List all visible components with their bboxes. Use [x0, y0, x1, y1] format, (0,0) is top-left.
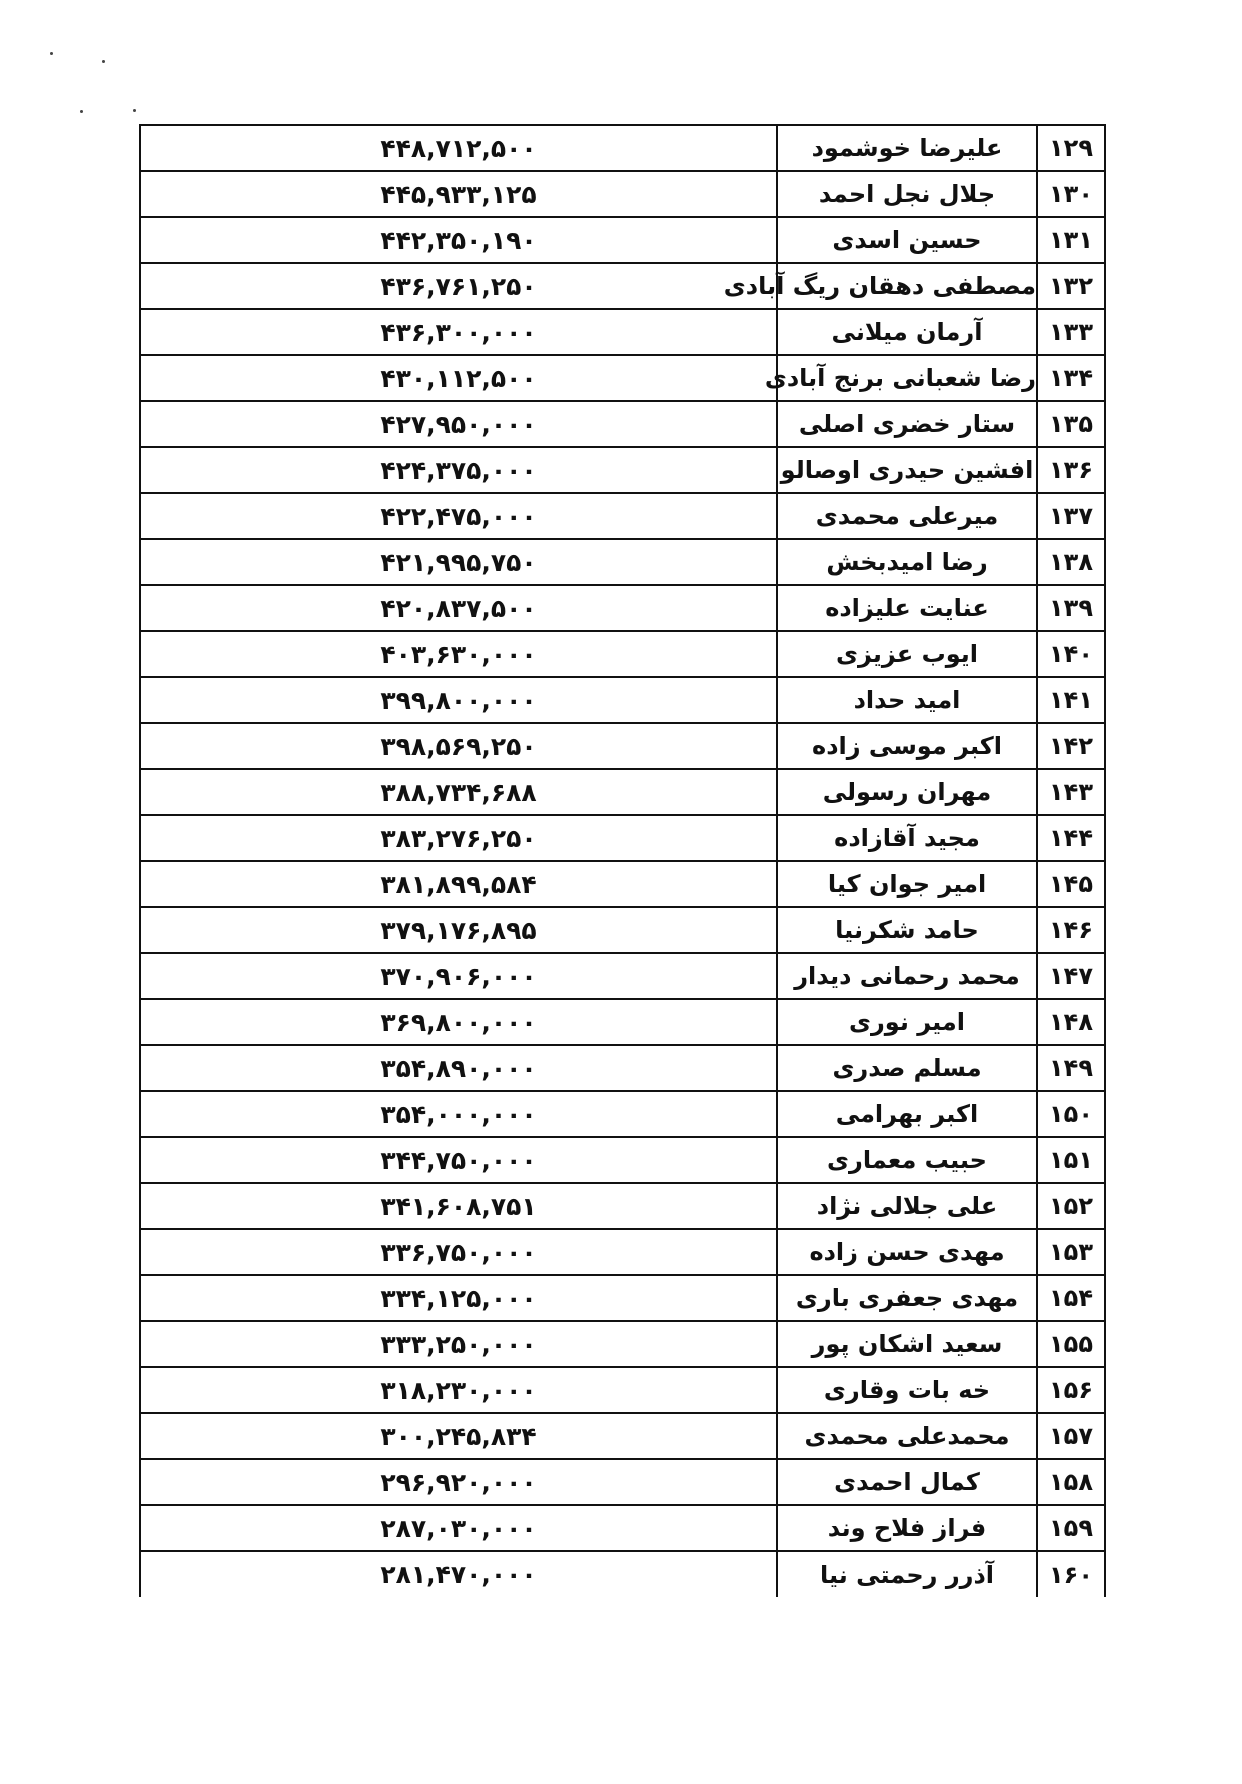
scan-speck: [80, 110, 83, 113]
row-number-cell: ۱۴۳: [1037, 769, 1105, 815]
row-number-cell: ۱۵۲: [1037, 1183, 1105, 1229]
amount-cell: ۳۷۹,۱۷۶,۸۹۵: [140, 907, 777, 953]
amount-cell: ۴۲۲,۴۷۵,۰۰۰: [140, 493, 777, 539]
table-row: [140, 1137, 1105, 1183]
amount-cell: ۳۷۰,۹۰۶,۰۰۰: [140, 953, 777, 999]
table-row: [140, 1183, 1105, 1229]
table-row: [140, 1551, 1105, 1597]
table-row: [140, 1413, 1105, 1459]
name-cell: ستار خضری اصلی: [777, 401, 1037, 447]
table-row: [140, 861, 1105, 907]
table-row: [140, 769, 1105, 815]
amount-cell: ۳۵۴,۸۹۰,۰۰۰: [140, 1045, 777, 1091]
name-cell: امیر جوان کیا: [777, 861, 1037, 907]
amount-cell: ۳۴۴,۷۵۰,۰۰۰: [140, 1137, 777, 1183]
table-row: [140, 539, 1105, 585]
table-row: [140, 1505, 1105, 1551]
row-number-cell: ۱۳۴: [1037, 355, 1105, 401]
amount-cell: ۳۸۳,۲۷۶,۲۵۰: [140, 815, 777, 861]
row-number-cell: ۱۴۲: [1037, 723, 1105, 769]
name-cell: ایوب عزیزی: [777, 631, 1037, 677]
name-cell: آذرر رحمتی نیا: [777, 1551, 1037, 1597]
row-number-cell: ۱۵۴: [1037, 1275, 1105, 1321]
amount-cell: ۴۳۶,۳۰۰,۰۰۰: [140, 309, 777, 355]
table-body: [140, 125, 1105, 1597]
table-row: [140, 907, 1105, 953]
amount-cell: ۳۳۳,۲۵۰,۰۰۰: [140, 1321, 777, 1367]
table-row: [140, 723, 1105, 769]
amount-cell: ۳۹۸,۵۶۹,۲۵۰: [140, 723, 777, 769]
amount-cell: ۴۴۸,۷۱۲,۵۰۰: [140, 125, 777, 171]
row-number-cell: ۱۴۹: [1037, 1045, 1105, 1091]
row-number-cell: ۱۵۸: [1037, 1459, 1105, 1505]
row-number-cell: ۱۵۳: [1037, 1229, 1105, 1275]
name-cell: محمدعلی محمدی: [777, 1413, 1037, 1459]
name-cell: رضا شعبانی برنج آبادی: [777, 355, 1037, 401]
scan-speck: [133, 109, 136, 112]
row-number-cell: ۱۴۷: [1037, 953, 1105, 999]
amount-cell: ۴۰۳,۶۳۰,۰۰۰: [140, 631, 777, 677]
table-row: [140, 171, 1105, 217]
row-number-cell: ۱۴۴: [1037, 815, 1105, 861]
row-number-cell: ۱۳۷: [1037, 493, 1105, 539]
row-number-cell: ۱۳۹: [1037, 585, 1105, 631]
table-row: [140, 1321, 1105, 1367]
amount-cell: ۳۰۰,۲۴۵,۸۳۴: [140, 1413, 777, 1459]
row-number-cell: ۱۳۲: [1037, 263, 1105, 309]
scan-speck: [50, 52, 53, 55]
table-row: [140, 631, 1105, 677]
amount-cell: ۳۸۸,۷۳۴,۶۸۸: [140, 769, 777, 815]
name-cell: کمال احمدی: [777, 1459, 1037, 1505]
name-cell: آرمان میلانی: [777, 309, 1037, 355]
row-number-cell: ۱۵۰: [1037, 1091, 1105, 1137]
name-cell: مجید آقازاده: [777, 815, 1037, 861]
name-cell: مهدی حسن زاده: [777, 1229, 1037, 1275]
amount-cell: ۴۲۱,۹۹۵,۷۵۰: [140, 539, 777, 585]
row-number-cell: ۱۵۶: [1037, 1367, 1105, 1413]
row-number-cell: ۱۵۹: [1037, 1505, 1105, 1551]
name-cell: مهدی جعفری باری: [777, 1275, 1037, 1321]
amount-cell: ۴۳۶,۷۶۱,۲۵۰: [140, 263, 777, 309]
amount-cell: ۴۲۷,۹۵۰,۰۰۰: [140, 401, 777, 447]
table-row: [140, 125, 1105, 171]
name-cell: علیرضا خوشمود: [777, 125, 1037, 171]
table-row: [140, 677, 1105, 723]
table-row: [140, 309, 1105, 355]
name-cell: میرعلی محمدی: [777, 493, 1037, 539]
amount-cell: ۴۴۲,۳۵۰,۱۹۰: [140, 217, 777, 263]
name-cell: عنایت علیزاده: [777, 585, 1037, 631]
row-number-cell: ۱۳۵: [1037, 401, 1105, 447]
amount-cell: ۳۸۱,۸۹۹,۵۸۴: [140, 861, 777, 907]
ranking-table: [139, 124, 1104, 1597]
table-row: [140, 953, 1105, 999]
row-number-cell: ۱۳۱: [1037, 217, 1105, 263]
row-number-cell: ۱۳۶: [1037, 447, 1105, 493]
name-cell: مصطفی دهقان ریگ آبادی: [777, 263, 1037, 309]
name-cell: جلال نجل احمد: [777, 171, 1037, 217]
name-cell: علی جلالی نژاد: [777, 1183, 1037, 1229]
row-number-cell: ۱۴۱: [1037, 677, 1105, 723]
row-number-cell: ۱۳۰: [1037, 171, 1105, 217]
amount-cell: ۴۳۰,۱۱۲,۵۰۰: [140, 355, 777, 401]
amount-cell: ۳۵۴,۰۰۰,۰۰۰: [140, 1091, 777, 1137]
name-cell: مسلم صدری: [777, 1045, 1037, 1091]
amount-cell: ۳۶۹,۸۰۰,۰۰۰: [140, 999, 777, 1045]
table-row: [140, 585, 1105, 631]
row-number-cell: ۱۴۶: [1037, 907, 1105, 953]
amount-cell: ۳۳۶,۷۵۰,۰۰۰: [140, 1229, 777, 1275]
name-cell: حبیب معماری: [777, 1137, 1037, 1183]
row-number-cell: ۱۳۳: [1037, 309, 1105, 355]
table-row: [140, 999, 1105, 1045]
amount-cell: ۴۴۵,۹۳۳,۱۲۵: [140, 171, 777, 217]
row-number-cell: ۱۶۰: [1037, 1551, 1105, 1597]
name-cell: سعید اشکان پور: [777, 1321, 1037, 1367]
amount-cell: ۳۳۴,۱۲۵,۰۰۰: [140, 1275, 777, 1321]
amount-cell: ۲۸۷,۰۳۰,۰۰۰: [140, 1505, 777, 1551]
row-number-cell: ۱۴۵: [1037, 861, 1105, 907]
table-row: [140, 1275, 1105, 1321]
name-cell: رضا امیدبخش: [777, 539, 1037, 585]
table-row: [140, 447, 1105, 493]
name-cell: افشین حیدری اوصالو: [777, 447, 1037, 493]
row-number-cell: ۱۴۸: [1037, 999, 1105, 1045]
table-row: [140, 401, 1105, 447]
amount-cell: ۳۴۱,۶۰۸,۷۵۱: [140, 1183, 777, 1229]
amount-cell: ۳۱۸,۲۳۰,۰۰۰: [140, 1367, 777, 1413]
name-cell: حامد شکرنیا: [777, 907, 1037, 953]
row-number-cell: ۱۵۱: [1037, 1137, 1105, 1183]
table-row: [140, 1229, 1105, 1275]
name-cell: امید حداد: [777, 677, 1037, 723]
amount-cell: ۴۲۰,۸۳۷,۵۰۰: [140, 585, 777, 631]
name-cell: اکبر موسی زاده: [777, 723, 1037, 769]
table-row: [140, 263, 1105, 309]
ranking-table-grid: [139, 124, 1106, 1597]
row-number-cell: ۱۴۰: [1037, 631, 1105, 677]
name-cell: امیر نوری: [777, 999, 1037, 1045]
name-cell: فراز فلاح وند: [777, 1505, 1037, 1551]
row-number-cell: ۱۵۵: [1037, 1321, 1105, 1367]
name-cell: حسین اسدی: [777, 217, 1037, 263]
row-number-cell: ۱۵۷: [1037, 1413, 1105, 1459]
amount-cell: ۳۹۹,۸۰۰,۰۰۰: [140, 677, 777, 723]
name-cell: اکبر بهرامی: [777, 1091, 1037, 1137]
table-row: [140, 493, 1105, 539]
table-row: [140, 355, 1105, 401]
table-row: [140, 1459, 1105, 1505]
row-number-cell: ۱۲۹: [1037, 125, 1105, 171]
amount-cell: ۲۸۱,۴۷۰,۰۰۰: [140, 1551, 777, 1597]
table-row: [140, 1091, 1105, 1137]
name-cell: خه بات وقاری: [777, 1367, 1037, 1413]
name-cell: محمد رحمانی دیدار: [777, 953, 1037, 999]
table-row: [140, 1367, 1105, 1413]
amount-cell: ۲۹۶,۹۲۰,۰۰۰: [140, 1459, 777, 1505]
name-cell: مهران رسولی: [777, 769, 1037, 815]
table-row: [140, 217, 1105, 263]
table-row: [140, 1045, 1105, 1091]
scan-speck: [102, 60, 105, 63]
table-row: [140, 815, 1105, 861]
row-number-cell: ۱۳۸: [1037, 539, 1105, 585]
amount-cell: ۴۲۴,۳۷۵,۰۰۰: [140, 447, 777, 493]
